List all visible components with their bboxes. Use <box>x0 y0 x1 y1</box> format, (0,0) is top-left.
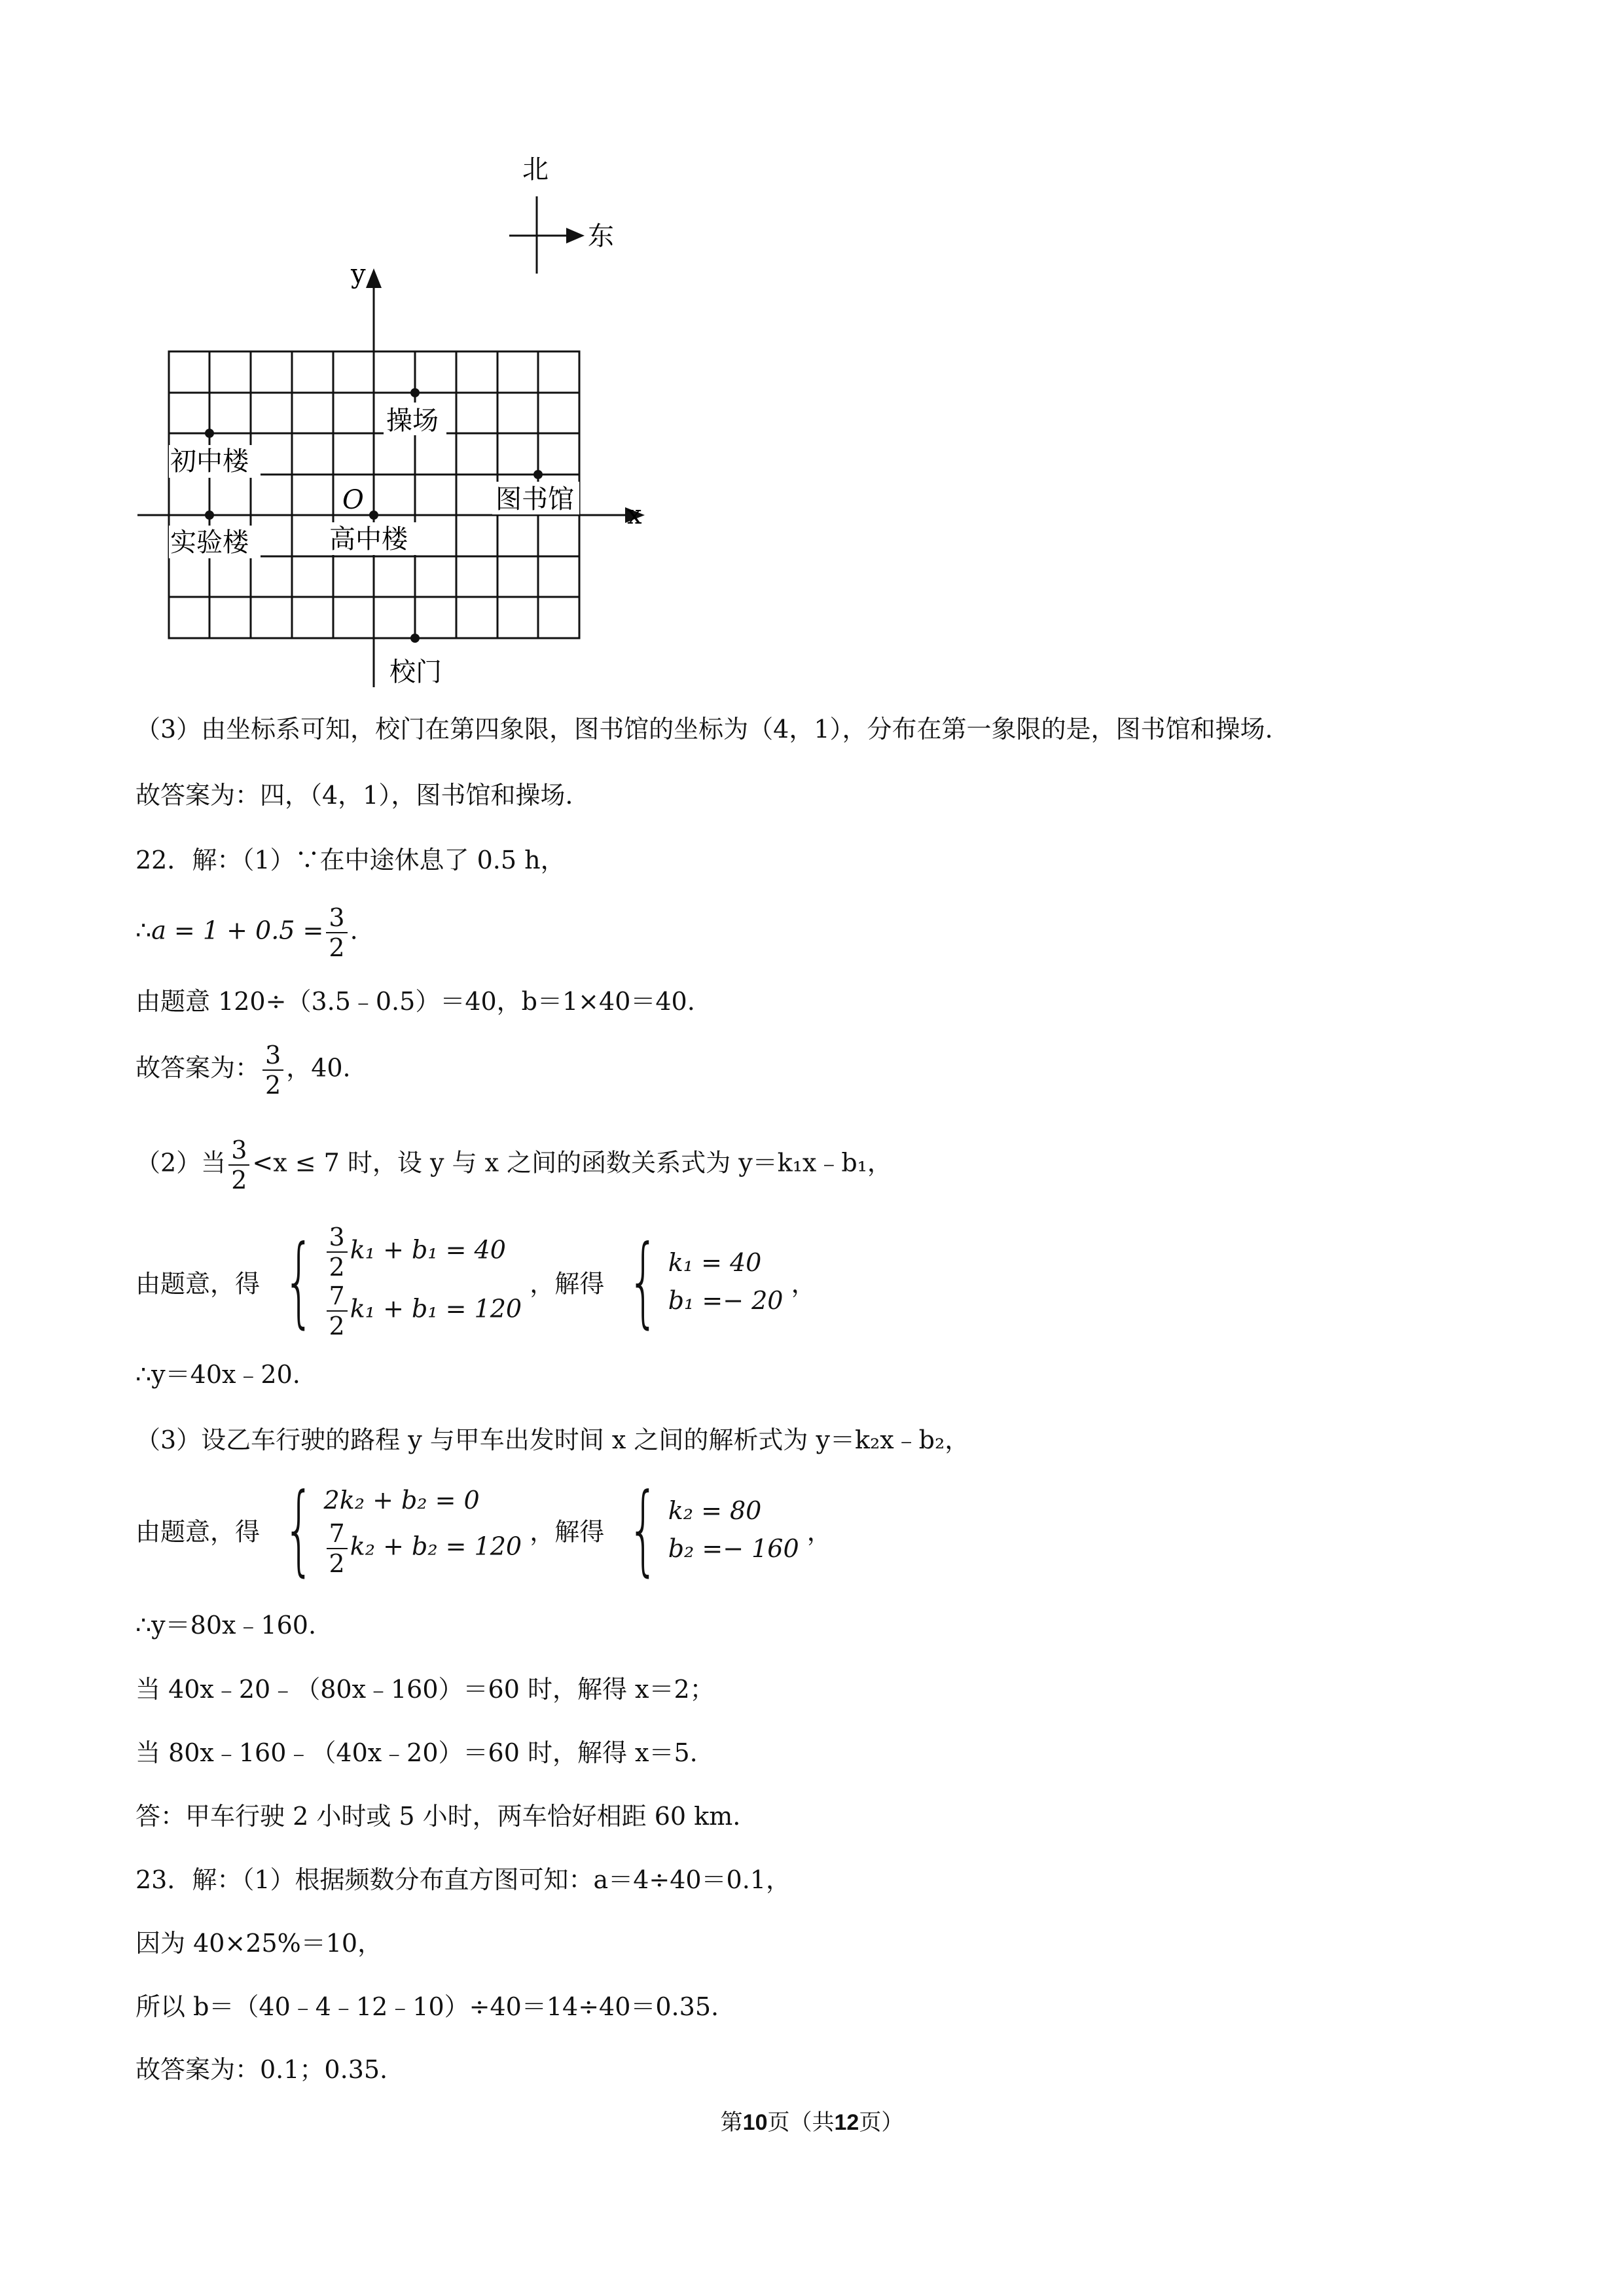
lab-building-label: 实验楼 <box>170 528 249 558</box>
senior-building-point <box>369 511 378 520</box>
q22-final-answer: 答：甲车行驶 2 小时或 5 小时，两车恰好相距 60 km. <box>135 1802 741 1831</box>
a-expression: a = 1 + 0.5 = <box>151 916 324 945</box>
equation-system-1: { $\frac{3}{2}$ k₁ + b₁ = 40 $\frac{7}{2}$ k₁ + b₁ = 120 <box>283 1223 522 1340</box>
school-map-diagram <box>0 0 720 707</box>
x-axis-label: x <box>627 500 642 530</box>
answer-21-3: （3）由坐标系可知，校门在第四象限，图书馆的坐标为（4，1），分布在第一象限的是，图书馆和操场. <box>135 715 1273 744</box>
page-footer: 第10页（共12页） <box>720 2109 904 2136</box>
junior-building-point <box>205 429 214 438</box>
compass <box>509 154 614 274</box>
school-gate-label: 校门 <box>389 657 442 687</box>
playground-label: 操场 <box>386 406 439 436</box>
senior-building-label: 高中楼 <box>329 524 408 554</box>
q23-percent-calc: 因为 40×25%＝10， <box>135 1929 383 1958</box>
q22-part2-intro: （2）当 $\frac{3}{2}$ <x ≤ 7 时，设 y 与 x 之间的函数关系式为 y＝k₁x﹣b₁， <box>135 1136 892 1194</box>
fraction-three-halves-answer: $\frac{3}{2}$ <box>262 1041 283 1100</box>
library-label: 图书馆 <box>496 484 574 514</box>
lab-building-point <box>205 511 214 520</box>
fraction-three-halves: $\frac{3}{2}$ <box>326 903 347 962</box>
solution-system-2: { k₂ = 80 b₂ =− 160 <box>628 1473 799 1587</box>
junior-building-label: 初中楼 <box>170 446 249 476</box>
q22-part2-result: ∴y＝40x﹣20. <box>135 1360 300 1389</box>
y-axis-arrow <box>366 268 382 288</box>
q22-case-1: 当 40x﹣20﹣（80x﹣160）＝60 时，解得 x＝2； <box>135 1675 715 1704</box>
q22-a-value: ∴a = 1 + 0.5 = $\frac{3}{2}$ . <box>135 903 358 962</box>
y-axis-label: y <box>351 259 366 289</box>
q22-part2-system: 由题意，得 { $\frac{3}{2}$ k₁ + b₁ = 40 $\frac{7}{2}$ k₁ + b₁ = 120 ，解得 { k₁ = 40 b₁ =− 20 ， <box>135 1223 816 1340</box>
fraction-three-halves-bound: $\frac{3}{2}$ <box>228 1136 249 1194</box>
school-gate-point <box>410 634 420 643</box>
q23-part1-intro: 23．解：（1）根据频数分布直方图可知：a＝4÷40＝0.1， <box>135 1865 791 1894</box>
library-point <box>533 470 543 479</box>
equation-system-2: { 2k₂ + b₂ = 0 $\frac{7}{2}$ k₂ + b₂ = 120 <box>283 1473 522 1587</box>
total-pages: 12 <box>834 2110 859 2135</box>
answer-21-final: 故答案为：四，（4，1），图书馆和操场. <box>135 781 573 810</box>
q23-b-calc: 所以 b＝（40﹣4﹣12﹣10）÷40＝14÷40＝0.35. <box>135 1992 719 2021</box>
playground-point <box>410 388 420 397</box>
q23-part1-answer: 故答案为：0.1；0.35. <box>135 2055 388 2084</box>
q22-part3-system: 由题意，得 { 2k₂ + b₂ = 0 $\frac{7}{2}$ k₂ + b₂ = 120 ，解得 { k₂ = 80 b₂ =− 160 ， <box>135 1473 832 1587</box>
q22-part1-answer: 故答案为： $\frac{3}{2}$ ，40. <box>135 1041 351 1100</box>
q22-part1-intro: 22．解：（1）∵在中途休息了 0.5 h， <box>135 846 566 874</box>
solution-system-1: { k₁ = 40 b₁ =− 20 <box>628 1225 784 1338</box>
q22-part3-intro: （3）设乙车行驶的路程 y 与甲车出发时间 x 之间的解析式为 y＝k₂x﹣b₂， <box>135 1426 970 1454</box>
compass-east-label: 东 <box>588 221 614 251</box>
origin-label: O <box>342 485 364 515</box>
q22-part3-result: ∴y＝80x﹣160. <box>135 1611 317 1640</box>
current-page-number: 10 <box>742 2110 768 2135</box>
q22-case-2: 当 80x﹣160﹣（40x﹣20）＝60 时，解得 x＝5. <box>135 1738 698 1767</box>
compass-north-label: 北 <box>522 154 549 185</box>
q22-b-value: 由题意 120÷（3.5﹣0.5）＝40，b＝1×40＝40. <box>135 987 695 1016</box>
therefore-symbol: ∴ <box>135 916 152 945</box>
